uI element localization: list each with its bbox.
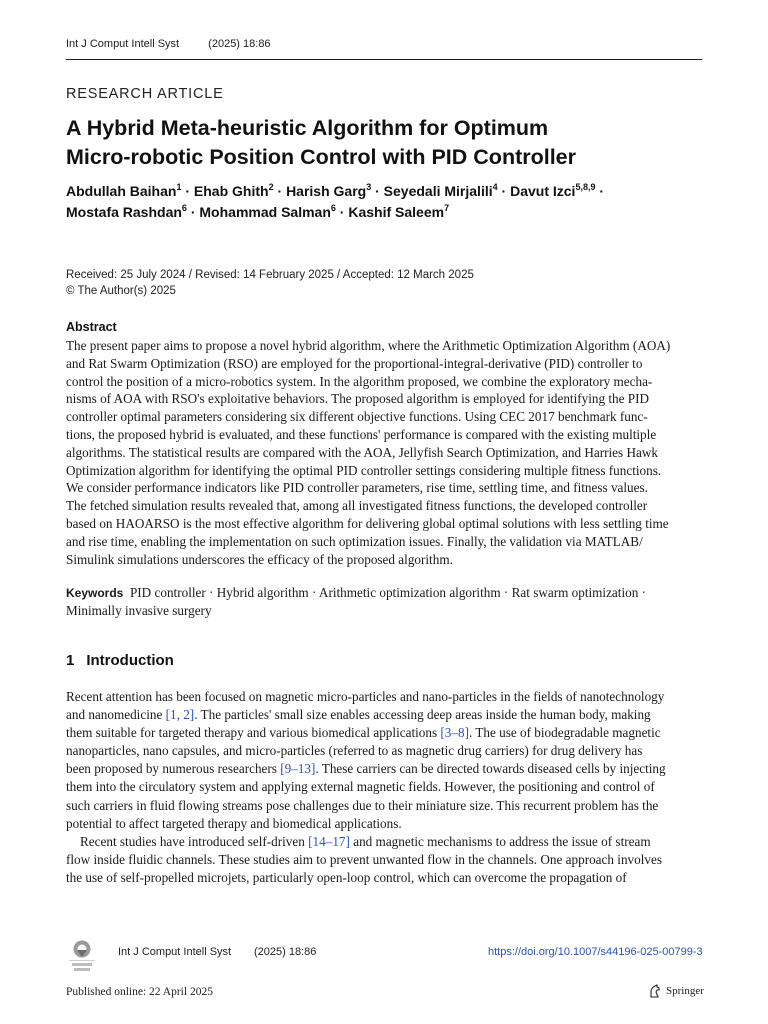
abstract-line: based on HAOARSO is the most effective algorithm for delivering global optimal solutions with less settling time — [66, 515, 669, 531]
paper-title — [66, 114, 706, 172]
section-heading-introduction — [66, 652, 174, 669]
title-line: A Hybrid Meta-heuristic Algorithm for Optimum — [66, 116, 549, 140]
intro-line — [66, 742, 702, 760]
keywords-label: Keywords — [66, 586, 124, 600]
author-separator: · — [335, 204, 349, 220]
intro-line — [66, 760, 702, 778]
citation-link[interactable]: [9–13] — [280, 761, 316, 777]
springer-horse-icon — [648, 984, 662, 998]
title-line: Micro-robotic Position Control with PID Controller — [66, 145, 577, 169]
abstract-line: nisms of AOA with RSO's exploitative behaviors. The proposed algorithm is employed for identifying the PID — [66, 391, 650, 407]
author[interactable]: Ehab Ghith$^2$ — [193, 182, 274, 199]
intro-line — [66, 797, 702, 815]
intro-text: them suitable for targeted therapy and various biomedical applications — [66, 725, 441, 741]
check-for-updates-icon-graphic — [66, 938, 98, 974]
author-separator: · — [595, 183, 605, 199]
affiliation-mark: 4 — [492, 182, 498, 192]
affiliation-mark: 3 — [366, 182, 372, 192]
affiliation-mark: 6 — [330, 203, 336, 213]
intro-text: nanoparticles, nano capsules, and micro-particles (referred to as magnetic drug carriers) for drug delivery has — [66, 743, 643, 759]
affiliation-mark: 5,8,9 — [575, 182, 596, 192]
publisher-logo[interactable] — [648, 984, 704, 998]
author-separator: · — [371, 183, 384, 199]
abstract-line: control the position of a micro-robotics system. In the algorithm proposed, we combine the exploratory mecha- — [66, 373, 653, 389]
affiliation-mark: 2 — [268, 182, 274, 192]
author[interactable]: Davut Izci$^{5,8,9}$ — [510, 182, 596, 199]
keywords-list-cont: Minimally invasive surgery — [66, 603, 212, 618]
author-line — [66, 202, 706, 223]
keywords-list: PID controller · Hybrid algorithm · Arithmetic optimization algorithm · Rat swarm optimization · — [129, 585, 646, 600]
footer-journal: Int J Comput Intell Syst — [118, 946, 232, 958]
intro-text: them into the circulatory system and applying external magnetic fields. However, the positioning and control of — [66, 779, 655, 795]
intro-text: flow inside fluidic channels. These studies aim to prevent unwanted flow in the channels. One approach involves — [66, 851, 662, 867]
intro-text: and magnetic mechanisms to address the issue of stream — [349, 833, 651, 849]
footer-year: (2025) 18:86 — [254, 946, 317, 958]
publisher-name: Springer — [666, 985, 704, 997]
intro-line — [66, 815, 702, 833]
history-dates: Received: 25 July 2024 / Revised: 14 February 2025 / Accepted: 12 March 2025 — [66, 269, 474, 281]
intro-text: potential to affect targeted therapy and biomedical applications. — [66, 815, 402, 831]
abstract-line: We consider performance indicators like PID controller parameters, rise time, settling time, and fitness values. — [66, 480, 648, 496]
citation-link[interactable]: [1, 2] — [165, 707, 195, 723]
introduction-body — [66, 688, 702, 887]
author-separator: · — [186, 204, 200, 220]
section-number: 1 — [66, 652, 75, 669]
author-list — [66, 181, 706, 223]
abstract-line: and rise time, enabling the implementation on such optimization issues. Finally, the validation via MATLAB/ — [66, 533, 643, 549]
article-dates — [66, 267, 474, 299]
intro-text: such carriers in fluid flowing streams pose challenges due to their miniature size. This recurrent problem has the — [66, 797, 659, 813]
citation-link[interactable]: [3–8] — [440, 725, 469, 741]
header-rule — [66, 59, 702, 60]
author[interactable]: Seyedali Mirjalili$^4$ — [383, 182, 498, 199]
abstract-line: algorithms. The statistical results are compared with the AOA, Jellyfish Search Optimization, and Harries Hawk — [66, 444, 658, 460]
intro-text: . The particles' small size enables accessing deep areas inside the human body, making — [194, 707, 651, 723]
abstract-line: and Rat Swarm Optimization (RSO) are employed for the proportional-integral-derivative (PID) controller to — [66, 355, 643, 371]
intro-text: and nanomedicine — [66, 707, 166, 723]
article-type: RESEARCH ARTICLE — [66, 86, 224, 102]
author-separator: · — [273, 183, 287, 199]
running-head — [66, 38, 271, 50]
intro-line — [66, 851, 702, 869]
author[interactable]: Mohammad Salman$^6$ — [199, 203, 336, 220]
intro-line — [66, 724, 702, 742]
intro-line — [66, 869, 702, 887]
intro-text: the use of self-propelled microjets, particularly open-loop control, which can overcome the propagation of — [66, 869, 627, 885]
section-title: Introduction — [86, 652, 174, 669]
author[interactable]: Harish Garg$^3$ — [286, 182, 372, 199]
running-head-year: (2025) 18:86 — [208, 38, 271, 50]
abstract-line: The present paper aims to propose a novel hybrid algorithm, where the Arithmetic Optimization Algorithm (AOA) — [66, 338, 671, 353]
intro-line — [66, 706, 702, 724]
copyright-line: © The Author(s) 2025 — [66, 285, 176, 297]
affiliation-mark: 6 — [181, 203, 187, 213]
published-date: Published online: 22 April 2025 — [66, 986, 213, 998]
abstract-line: Simulink simulations underscores the efficacy of the proposed algorithm. — [66, 551, 453, 567]
author[interactable]: Mostafa Rashdan$^6$ — [66, 203, 187, 220]
abstract-line: Optimization algorithm for identifying the optimal PID controller settings considering multiple fitness functions. — [66, 462, 662, 478]
intro-text: Recent attention has been focused on magnetic micro-particles and nano-particles in the fields of nanotechnology — [66, 689, 665, 704]
abstract-body — [66, 337, 702, 568]
author[interactable]: Abdullah Baihan$^1$ — [66, 182, 182, 199]
intro-line — [66, 778, 702, 796]
intro-text: been proposed by numerous researchers — [66, 761, 281, 777]
intro-text: Recent studies have introduced self-driven — [80, 833, 309, 849]
abstract-line: The fetched simulation results revealed that, among all investigated fitness functions, the developed controller — [66, 498, 648, 514]
author-line — [66, 181, 706, 202]
doi-link[interactable]: https://doi.org/10.1007/s44196-025-00799-3 — [488, 946, 703, 958]
intro-line — [66, 688, 702, 706]
author[interactable]: Kashif Saleem$^7$ — [348, 203, 450, 220]
citation-link[interactable]: [14–17] — [308, 833, 350, 849]
running-head-journal: Int J Comput Intell Syst — [66, 38, 180, 50]
check-for-updates-icon[interactable] — [66, 938, 98, 974]
author-separator: · — [181, 183, 194, 199]
intro-text: . These carriers can be directed towards diseased cells by injecting — [315, 761, 666, 777]
abstract-heading: Abstract — [66, 320, 117, 334]
abstract-line: tions, the proposed hybrid is evaluated, and these functions' performance is compared with the existing multiple — [66, 426, 657, 442]
intro-text: . The use of biodegradable magnetic — [468, 725, 661, 741]
abstract-line: controller optimal parameters considering six different objective functions. Using CEC 2017 benchmark func- — [66, 409, 648, 425]
affiliation-mark: 7 — [444, 203, 450, 213]
intro-line — [66, 833, 702, 851]
author-separator: · — [497, 183, 511, 199]
affiliation-mark: 1 — [176, 182, 182, 192]
keywords — [66, 584, 702, 620]
